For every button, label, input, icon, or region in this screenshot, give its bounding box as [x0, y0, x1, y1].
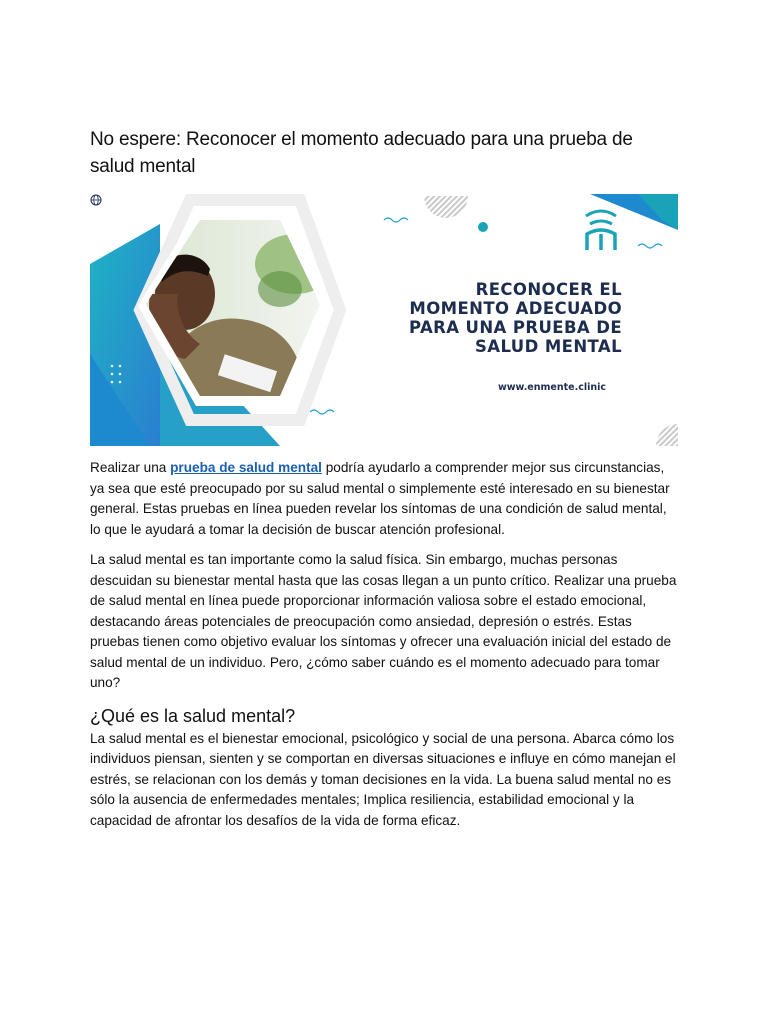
intro-paragraph — [90, 458, 680, 540]
document-title: No espere: Reconocer el momento adecuado para una prueba de salud mental — [90, 129, 633, 177]
importance-paragraph: La salud mental es tan importante como la salud física. Sin embargo, muchas personas descuidan su bienestar mental hasta que las cosas llegan a un punto crítico. Realizar una prueba de salud mental en línea puede proporcionar información valiosa sobre el estado emocional, destacando áreas potenciales de preocupación como ansiedad, depresión o estrés. Estas pruebas tienen como objetivo evaluar los síntomas y ofrecer una evaluación inicial del estado de salud mental de un individuo. Pero, ¿cómo saber cuándo es el momento adecuado para tomar uno? — [90, 552, 677, 690]
definition-paragraph: La salud mental es el bienestar emocional, psicológico y social de una persona. Abarca cómo los individuos piensan, sienten y se comportan en diversas situaciones e influye en cómo manejan el estrés, se relacionan con los demás y toman decisiones en la vida. La buena salud mental no es sólo la ausencia de enfermedades mentales; Implica resiliencia, estabilidad emocional y la capacidad de afrontar los desafíos de la vida de forma eficaz. — [90, 730, 676, 828]
section-heading: ¿Qué es la salud mental? — [90, 705, 296, 726]
banner-url: www.enmente.clinic — [497, 382, 606, 393]
mental-health-test-link[interactable]: prueba de salud mental — [170, 460, 322, 475]
banner-heading: RECONOCER EL MOMENTO ADECUADO PARA UNA PRUEBA DE SALUD MENTAL — [408, 280, 622, 356]
intro-text-start: Realizar una — [90, 460, 171, 475]
document-page — [90, 126, 680, 831]
intro-text-end: podría ayudarlo a comprender mejor sus circunstancias, ya sea que esté preocupado por su salud mental o simplemente esté interesado en su bienestar general. Estas pruebas en línea pueden revelar los síntomas de una condición de salud mental, lo que le ayudará a tomar la decisión de buscar atención profesional. — [90, 460, 670, 537]
article-banner-image — [90, 194, 678, 446]
globe-icon — [90, 194, 102, 206]
enmente-logo-icon — [586, 211, 616, 250]
